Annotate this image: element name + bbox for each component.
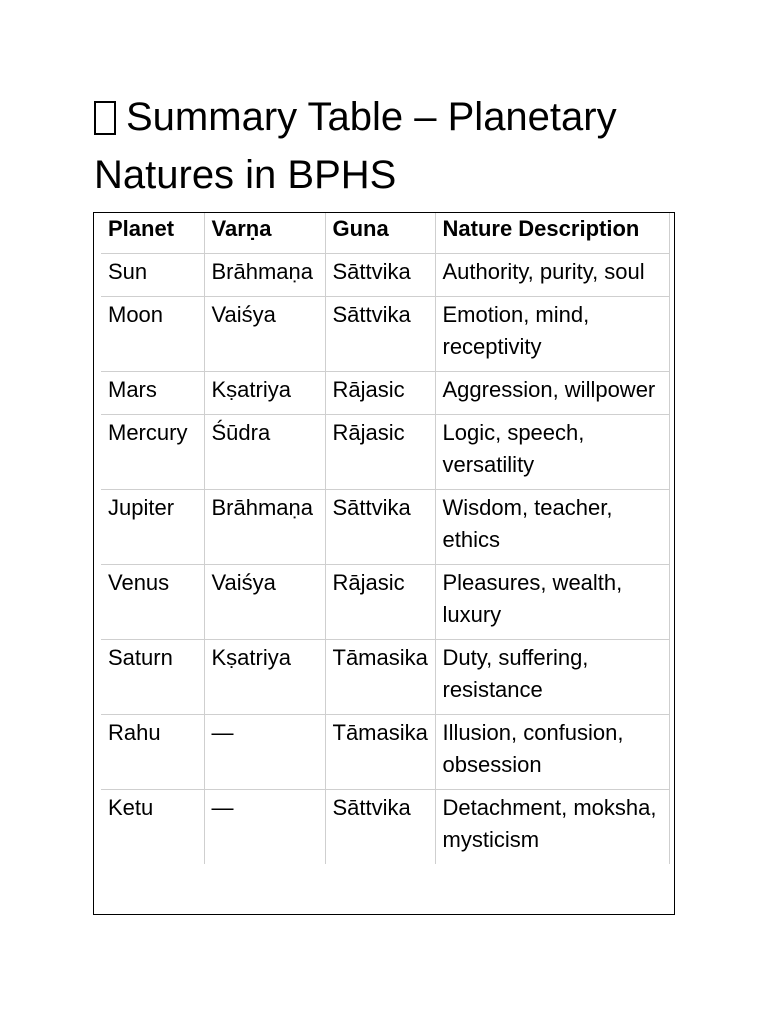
cell-nature-description: Illusion, confusion, obsession (435, 715, 669, 790)
cell-nature-description: Aggression, willpower (435, 372, 669, 415)
table-row (101, 715, 669, 790)
column-header-nature-description: Nature Description (435, 213, 669, 254)
cell-planet: Jupiter (101, 490, 204, 565)
column-header-planet: Planet (101, 213, 204, 254)
cell-varna: Vaiśya (204, 565, 325, 640)
table-header-row (101, 213, 669, 254)
summary-table-frame (93, 212, 675, 915)
cell-guna: Sāttvika (325, 790, 435, 865)
cell-planet: Sun (101, 254, 204, 297)
cell-nature-description: Pleasures, wealth, luxury (435, 565, 669, 640)
table-row (101, 254, 669, 297)
table-row (101, 565, 669, 640)
cell-varna: Brāhmaṇa (204, 490, 325, 565)
cell-nature-description: Detachment, moksha, mysticism (435, 790, 669, 865)
cell-nature-description: Wisdom, teacher, ethics (435, 490, 669, 565)
cell-nature-description: Logic, speech, versatility (435, 415, 669, 490)
page-title (94, 88, 714, 204)
cell-guna: Sāttvika (325, 490, 435, 565)
cell-varna: — (204, 715, 325, 790)
cell-guna: Rājasic (325, 372, 435, 415)
cell-nature-description: Duty, suffering, resistance (435, 640, 669, 715)
cell-varna: — (204, 790, 325, 865)
column-header-guna: Guna (325, 213, 435, 254)
cell-planet: Mercury (101, 415, 204, 490)
cell-planet: Mars (101, 372, 204, 415)
table-row (101, 297, 669, 372)
missing-glyph-icon (94, 101, 116, 135)
cell-guna: Sāttvika (325, 254, 435, 297)
cell-planet: Venus (101, 565, 204, 640)
table-row (101, 790, 669, 865)
cell-nature-description: Emotion, mind, receptivity (435, 297, 669, 372)
table-row (101, 415, 669, 490)
cell-varna: Śūdra (204, 415, 325, 490)
cell-guna: Sāttvika (325, 297, 435, 372)
cell-varna: Kṣatriya (204, 372, 325, 415)
column-header-varna: Varṇa (204, 213, 325, 254)
table-row (101, 490, 669, 565)
cell-planet: Rahu (101, 715, 204, 790)
page-title-text: Summary Table – Planetary Natures in BPHS (94, 95, 617, 197)
cell-planet: Ketu (101, 790, 204, 865)
cell-planet: Saturn (101, 640, 204, 715)
cell-varna: Brāhmaṇa (204, 254, 325, 297)
cell-guna: Tāmasika (325, 640, 435, 715)
table-row (101, 372, 669, 415)
cell-guna: Tāmasika (325, 715, 435, 790)
cell-planet: Moon (101, 297, 204, 372)
cell-guna: Rājasic (325, 415, 435, 490)
cell-guna: Rājasic (325, 565, 435, 640)
planetary-natures-table (101, 213, 670, 864)
cell-nature-description: Authority, purity, soul (435, 254, 669, 297)
cell-varna: Kṣatriya (204, 640, 325, 715)
cell-varna: Vaiśya (204, 297, 325, 372)
table-row (101, 640, 669, 715)
